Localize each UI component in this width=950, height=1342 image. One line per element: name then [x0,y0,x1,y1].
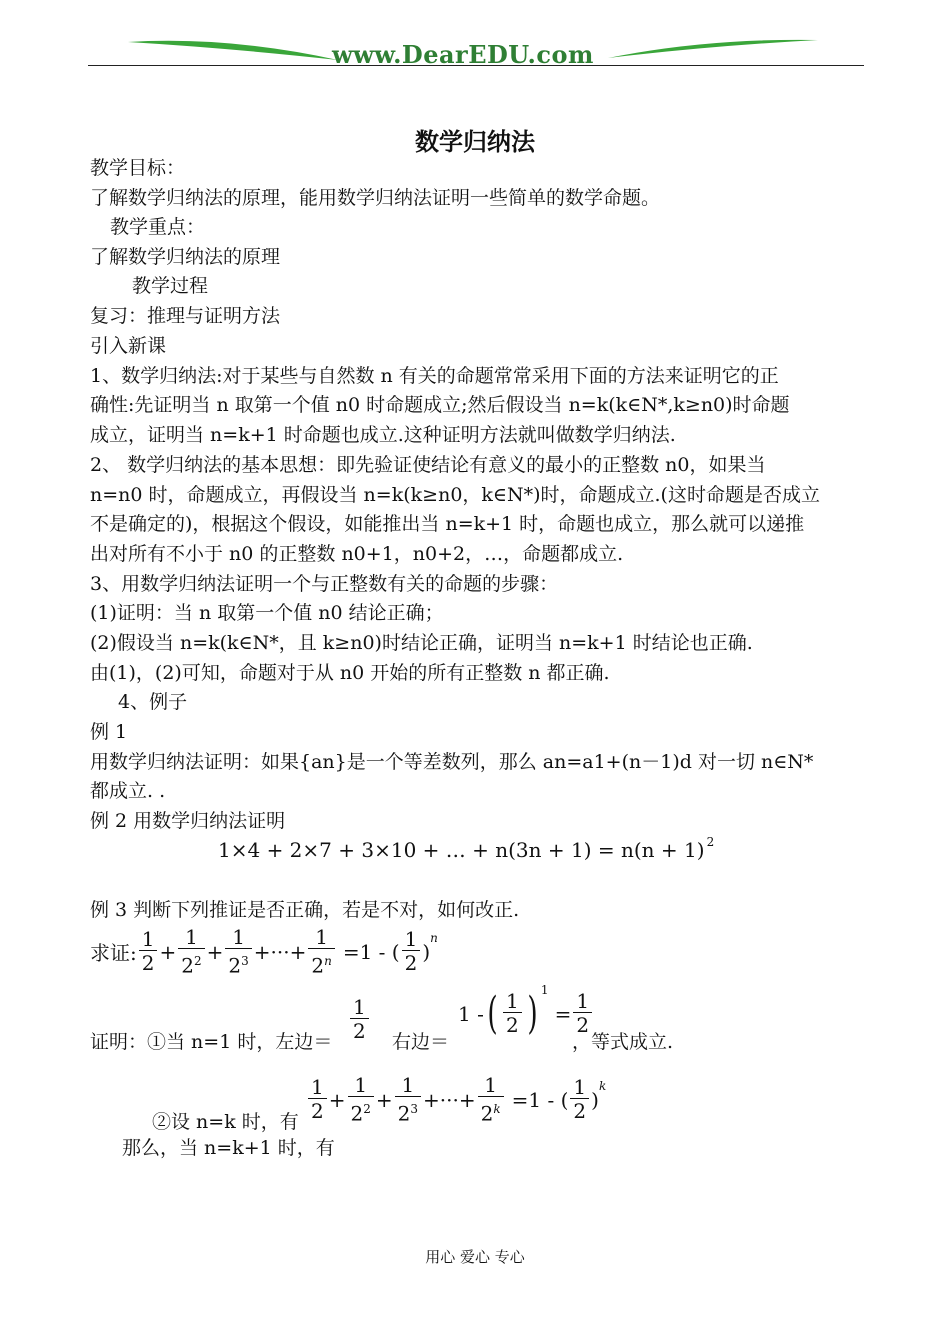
text-line: 由(1)，(2)可知，命题对于从 n0 开始的所有正整数 n 都正确. [90,662,610,684]
fraction: $\frac{1}{2^n}$ [308,926,334,978]
text-line: 3、用数学归纳法证明一个与正整数有关的命题的步骤： [90,573,559,595]
fraction: $\frac{1}{2}$ [139,928,158,975]
fraction: $\frac{1}{2}$ [503,990,522,1037]
text-line: 例 2 用数学归纳法证明 [90,810,286,832]
text-line: 引入新课 [90,335,167,357]
rhs-start: =1 - ( [511,1087,569,1112]
text-line: 出对所有不小于 n0 的正整数 n0+1，n0+2，…，命题都成立. [90,543,624,565]
fraction: $\frac{1}{2}$ [570,1076,589,1123]
exponent: n [430,930,438,945]
text-line: ②设 n=k 时，有 [152,1111,299,1133]
site-logo-text: www.DearEDU.com [332,40,594,69]
text-line: 不是确定的)，根据这个假设，如能推出当 n=k+1 时，命题也成立，那么就可以递推 [90,513,805,535]
text-line: 右边＝ [392,1031,450,1053]
text-line: 复习：推理与证明方法 [90,305,281,327]
header-divider [88,65,864,66]
paren: ) [591,1087,599,1112]
ellipsis-sum: +···+ [253,939,307,964]
text-line: 成立，证明当 n=k+1 时命题也成立.这种证明方法就叫做数学归纳法. [90,424,676,446]
equals-sign: = [554,1001,572,1026]
prove-label: 求证: [90,941,137,966]
fraction: $\frac{1}{2}$ [402,928,421,975]
fraction: $\frac{1}{2^3}$ [395,1074,421,1126]
plus-sign: + [328,1087,346,1112]
formula-exponent: 2 [706,835,715,849]
text-line: 都成立. . [90,780,166,802]
plus-sign: + [206,939,224,964]
text-line: 4、例子 [118,691,188,713]
left-paren: ( [487,987,498,1039]
fraction: $\frac{1}{2}$ [350,996,369,1043]
fraction: $\frac{1}{2^3}$ [225,926,251,978]
text-line: (1)证明：当 n 取第一个值 n0 结论正确； [90,602,444,624]
exponent: k [598,1078,607,1093]
fraction: $\frac{1}{2^k}$ [478,1074,504,1126]
fraction: $\frac{1}{2^2}$ [178,926,204,978]
text-line: 了解数学归纳法的原理，能用数学归纳法证明一些简单的数学命题。 [90,187,661,209]
left-side-value [348,996,371,1043]
ellipsis-sum: +···+ [423,1087,476,1112]
right-paren: ) [527,987,538,1039]
text-line: 确性:先证明当 n 取第一个值 n0 时命题成立;然后假设当 n=k(k∈N*,k≥n0)时命题 [90,394,790,416]
text-line: 教学重点： [110,216,206,238]
text-line: 教学过程 [132,275,209,297]
exponent: 1 [540,982,549,997]
text-line: 2、 数学归纳法的基本思想：即先验证使结论有意义的最小的正整数 n0，如果当 [90,454,766,476]
text-line: n=n0 时，命题成立，再假设当 n=k(k≥n0，k∈N*)时，命题成立.(这时命题是否成立 [90,484,820,506]
formula-body: 1×4 + 2×7 + 3×10 + … + n(3n + 1) = n(n + 1) [218,838,705,862]
rhs-start: =1 - ( [342,939,400,964]
plus-sign: + [375,1087,393,1112]
page-footer: 用心 爱心 专心 [425,1248,525,1266]
text-line: 了解数学归纳法的原理 [90,246,281,268]
fraction: $\frac{1}{2}$ [573,990,592,1037]
text-line: 那么，当 n=k+1 时，有 [122,1137,335,1159]
text-line: 证明：①当 n=1 时，左边＝ [90,1031,333,1053]
text-line: 1、数学归纳法:对于某些与自然数 n 有关的命题常常采用下面的方法来证明它的正 [90,365,779,387]
text-line: 例 1 [90,721,128,743]
fraction: $\frac{1}{2^2}$ [348,1074,374,1126]
prove-formula [90,926,438,978]
text-line: 用数学归纳法证明：如果{an}是一个等差数列，那么 an=a1+(n－1)d 对一切 n∈N* [90,751,814,773]
text-line: 例 3 判断下列推证是否正确，若是不对，如何改正. [90,899,520,921]
fraction: $\frac{1}{2}$ [308,1076,327,1123]
text-line: (2)假设当 n=k(k∈N*，且 k≥n0)时结论正确，证明当 n=k+1 时结论也正确. [90,632,753,654]
text-line: 教学目标： [90,157,186,179]
text-line: ，等式成立. [572,1031,674,1053]
assumption-formula [306,1074,606,1126]
left-leaf-decoration [128,41,338,60]
plus-sign: + [159,939,177,964]
right-leaf-decoration [608,40,818,58]
paren: ) [422,939,431,964]
one-minus: 1 - [458,1001,484,1026]
example-2-formula [218,835,715,862]
page-title: 数学归纳法 [415,127,535,156]
